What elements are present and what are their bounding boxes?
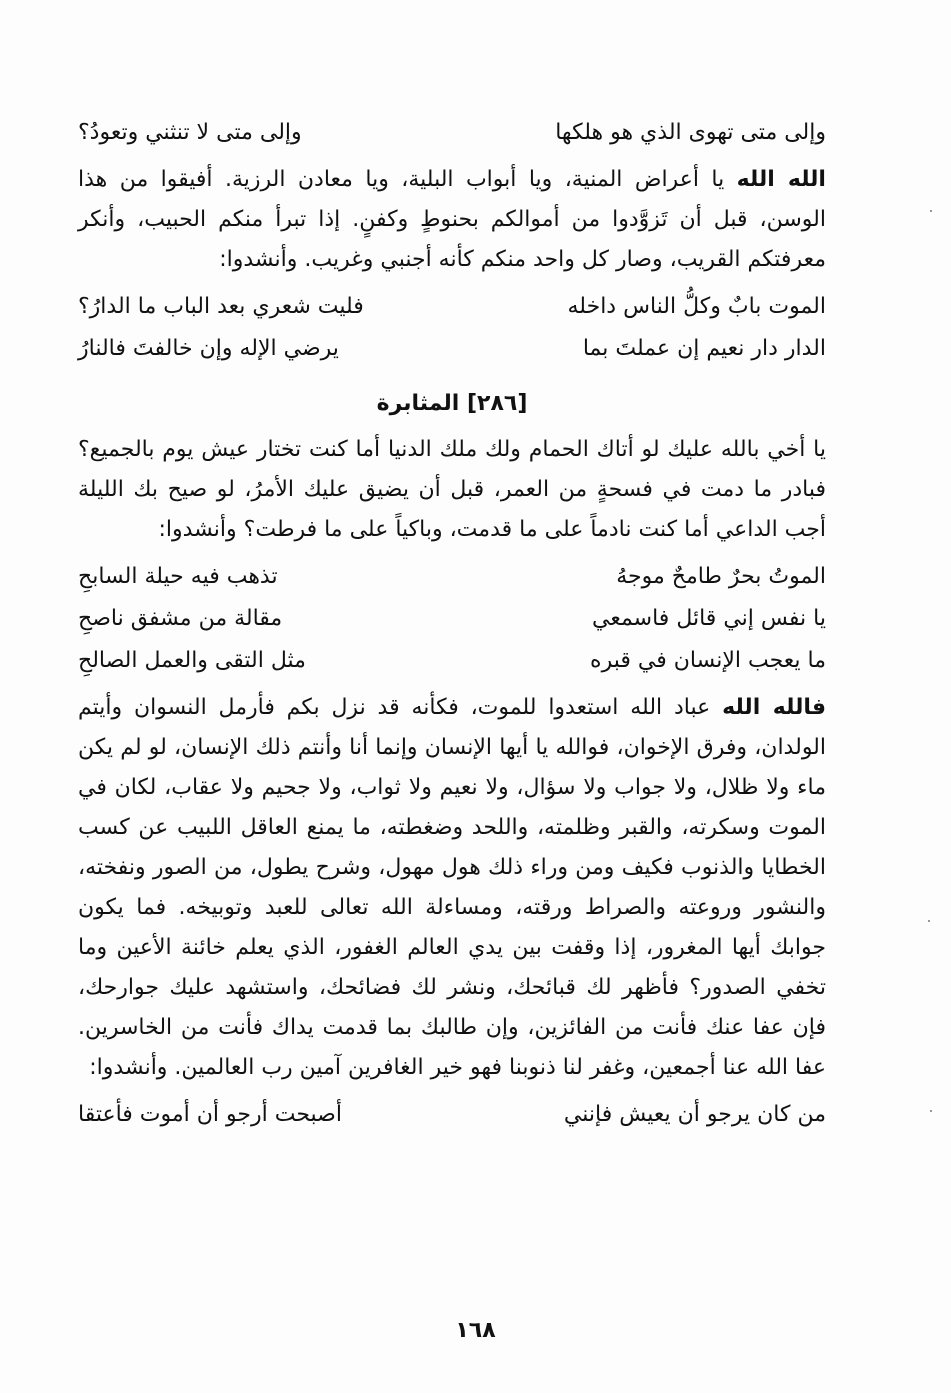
paragraph-text: يا أعراض المنية، ويا أبواب البلية، ويا معادن الرزية. أفيقوا من هذا الوسن، قبل أن تَزوَّدوا من أموالكم بحنوطٍ وكفنٍ. إذا تبرأ منكم الحبيب، وأنكر معرفتكم القريب، وصار كل واحد منكم كأنه أجنبي وغريب. وأنشدوا: <box>78 167 826 272</box>
verse-second-hemistich: وإلى متى لا تنثني وتعودُ؟ <box>78 120 302 145</box>
verse-first-hemistich: وإلى متى تهوى الذي هو هلكها <box>555 120 826 145</box>
paragraph-1 <box>78 160 826 280</box>
verse-first-hemistich: من كان يرجو أن يعيش فإنني <box>563 1102 826 1127</box>
verse-second-hemistich: يرضي الإله وإن خالفتَ فالنارُ <box>78 336 339 361</box>
paragraph-text: يا أخي بالله عليك لو أتاك الحمام ولك ملك الدنيا أما كنت تختار عيش يوم بالجميع؟ فبادر ما دمت في فسحةٍ من العمر، قبل أن يضيق عليك الأمرُ، لو صيح بك الليلة أجب الداعي أما كنت نادماً على ما قدمت، وباكياً على ما فرطت؟ وأنشدوا: <box>78 437 826 542</box>
verse-line <box>78 556 826 598</box>
verse-block-2 <box>78 556 826 682</box>
verse-line <box>78 598 826 640</box>
verse-line <box>78 1094 826 1136</box>
verse-block-1 <box>78 286 826 370</box>
verse-line <box>78 640 826 682</box>
verse-second-hemistich: فليت شعري بعد الباب ما الدارُ؟ <box>78 294 364 319</box>
verse-first-hemistich: يا نفس إني قائل فاسمعي <box>592 606 826 631</box>
verse-second-hemistich: مقالة من مشفق ناصحِ <box>78 606 283 631</box>
verse-first-hemistich: الموت بابٌ وكلُّ الناس داخله <box>567 294 826 319</box>
scan-speck <box>928 920 930 922</box>
verse-first-hemistich: الموتُ بحرٌ طامحٌ موجهُ <box>616 564 826 589</box>
paragraph-3 <box>78 688 826 1088</box>
verse-second-hemistich: أصبحت أرجو أن أموت فأعتقا <box>78 1102 342 1127</box>
verse-line <box>78 112 826 154</box>
verse-first-hemistich: الدار دار نعيم إن عملتَ بما <box>582 336 826 361</box>
section-heading: [٢٨٦] المثابرة <box>376 391 528 416</box>
verse-second-hemistich: مثل التقى والعمل الصالحِ <box>78 648 306 673</box>
paragraph-lead: الله الله <box>736 167 826 192</box>
verse-first-hemistich: ما يعجب الإنسان في قبره <box>590 648 826 673</box>
paragraph-text: عباد الله استعدوا للموت، فكأنه قد نزل بكم فأرمل النسوان وأيتم الولدان، وفرق الإخوان، فوالله يا أيها الإنسان وإنما أنا وأنتم ذلك الإنسان، لو لم يكن ماء ولا ظلال، ولا جواب ولا سؤال، ولا نعيم ولا ثواب، ولا جحيم ولا عقاب، لكان في الموت وسكرته، والقبر وظلمته، واللحد وضغطته، ما يمنع العاقل اللبيب عن كسب الخطايا والذنوب فكيف ومن وراء ذلك هول مهول، وشرح يطول، من الصور ونفخته، والنشور وروعته والصراط ورقته، ومساءلة الله تعالى للعبد وتوبيخه. فما يكون جوابك أيها المغرور، إذا وقفت بين يدي العالم الغفور، الذي يعلم خائنة الأعين وما تخفي الصدور؟ فأظهر لك قبائحك، ونشر لك فضائحك، واستشهد عليك جوارحك، فإن عفا عنك فأنت من الفائزين، وإن طالبك بما قدمت يداك فأنت من الخاسرين. عفا الله عنا أجمعين، وغفر لنا ذنوبنا فهو خير الغافرين آمين رب العالمين. وأنشدوا: <box>78 695 826 1080</box>
paragraph-lead: فالله الله <box>722 695 826 720</box>
scan-speck <box>930 210 932 212</box>
verse-second-hemistich: تذهب فيه حيلة السابحِ <box>78 564 278 589</box>
paragraph-2 <box>78 430 826 550</box>
verse-block-top <box>78 112 826 154</box>
page-body <box>78 108 826 1140</box>
page-number: ١٦٨ <box>455 1318 496 1343</box>
verse-line <box>78 286 826 328</box>
verse-line <box>78 328 826 370</box>
scan-speck <box>930 1110 932 1112</box>
verse-block-3 <box>78 1094 826 1136</box>
